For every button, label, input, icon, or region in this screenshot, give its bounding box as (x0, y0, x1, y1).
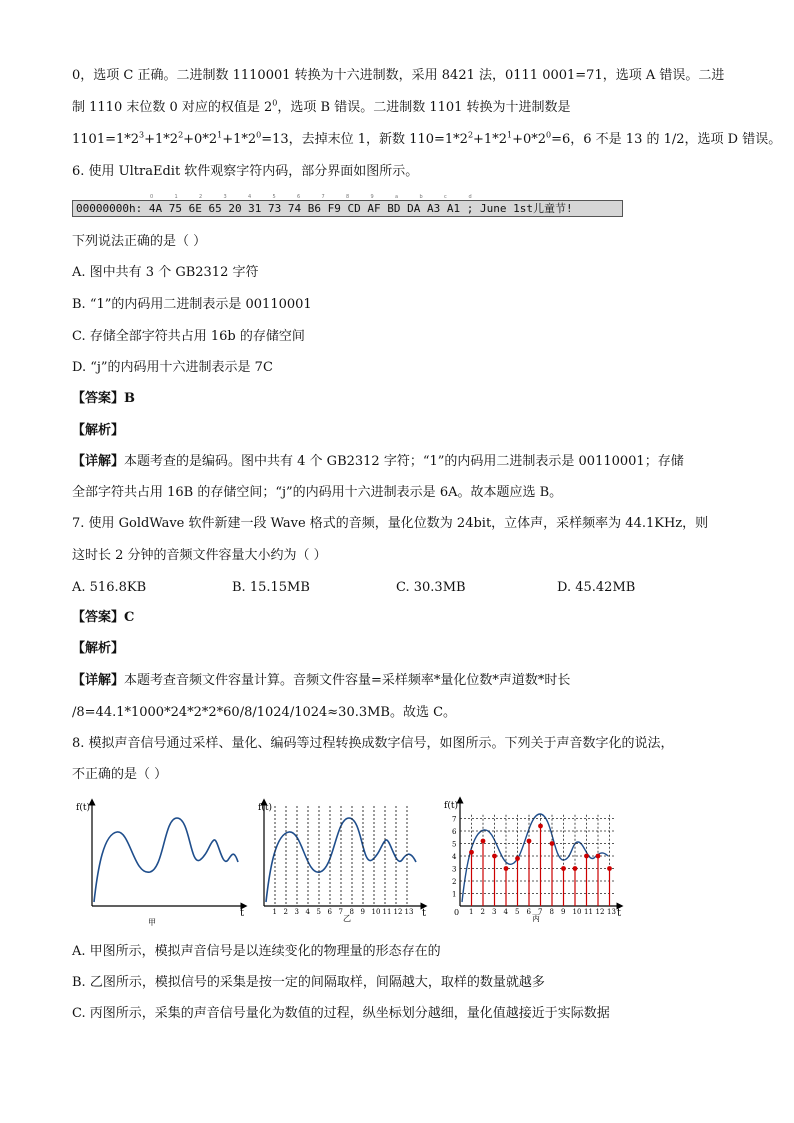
bing-sample-point (527, 839, 532, 844)
bing-x-tick: 9 (561, 908, 566, 916)
q8-stem-line-1: 8. 模拟声音信号通过采样、量化、编码等过程转换成数字信号，如图所示。下列关于声音数字化的说法， (72, 736, 674, 751)
bing-x-tick: 11 (584, 908, 593, 916)
bing-x-tick: 6 (526, 908, 531, 916)
q6-detail-line-2: 全部字符共占用 16B 的存储空间；“j”的内码用十六进制表示是 6A。故本题应选 B。 (72, 485, 563, 500)
ruler-tick: a (395, 194, 399, 200)
bing-caption: 丙 (532, 914, 540, 923)
q7-option-a: A. 516.8KB (72, 580, 147, 595)
para-line-2: 制 1110 末位数 0 对应的权值是 $2^0$，选项 B 错误。二进制数 1101 转换为十进制数是 (72, 98, 571, 115)
ruler-tick: 4 (248, 194, 252, 200)
bing-x-label: t (617, 908, 622, 919)
ruler-tick: 8 (346, 194, 350, 200)
bing-sample-point (515, 856, 520, 861)
jia-y-label: f(t) (76, 803, 90, 813)
jia-caption: 甲 (148, 918, 156, 927)
bing-sample-point (469, 850, 474, 855)
q7-option-b: B. 15.15MB (232, 580, 310, 595)
q6-prompt: 下列说法正确的是（ ） (72, 234, 207, 249)
yi-x-tick: 2 (283, 908, 288, 916)
q6-analysis-heading: 【解析】 (72, 423, 125, 438)
figure-jia (76, 802, 244, 927)
q8-stem-line-2: 不正确的是（ ） (72, 767, 168, 782)
bing-sample-point (481, 839, 486, 844)
yi-x-tick: 12 (393, 908, 403, 916)
yi-x-tick: 13 (404, 908, 414, 916)
bing-x-tick: 8 (549, 908, 554, 916)
bing-x-tick: 7 (538, 908, 543, 916)
q6-stem: 6. 使用 UltraEdit 软件观察字符内码，部分界面如图所示。 (72, 164, 419, 179)
bing-y-label: f(t) (444, 801, 458, 811)
ruler-tick: 6 (297, 194, 301, 200)
q7-option-c: C. 30.3MB (396, 580, 466, 595)
ultraedit-hex-row: 00000000h: 4A 75 6E 65 20 31 73 74 B6 F9 CD AF BD DA A3 A1 ; June 1st儿童节! (72, 200, 623, 217)
bing-x-tick: 2 (480, 908, 485, 916)
ruler-tick: 5 (272, 194, 276, 200)
q7-detail-line-2: /8=44.1*1000*24*2*2*60/8/1024/1024≈30.3MB。故选 C。 (72, 705, 457, 720)
bing-y-tick: 4 (452, 853, 457, 861)
q6-detail-line-1: 【详解】本题考查的是编码。图中共有 4 个 GB2312 字符；“1”的内码用二进制表示是 00110001；存储 (72, 454, 684, 469)
ruler-tick: 3 (223, 194, 227, 200)
sound-digitization-figures (72, 796, 632, 931)
yi-x-tick: 6 (327, 908, 332, 916)
jia-analog-curve (94, 818, 238, 902)
q7-stem-line-1: 7. 使用 GoldWave 软件新建一段 Wave 格式的音频，量化位数为 24bit，立体声，采样频率为 44.1KHz，则 (72, 516, 709, 531)
yi-x-label: t (422, 908, 427, 919)
yi-caption: 乙 (343, 914, 351, 923)
bing-sample-point (538, 824, 543, 829)
bing-y-tick: 5 (452, 840, 457, 849)
ruler-tick: 2 (199, 194, 203, 200)
para-line-1: 0，选项 C 正确。二进制数 1110001 转换为十六进制数，采用 8421 法，0111 0001=71，选项 A 错误。二进 (72, 68, 725, 83)
yi-y-label: f(t) (258, 803, 272, 813)
ruler-tick: 7 (321, 194, 325, 200)
yi-x-tick: 8 (349, 908, 354, 916)
q7-answer: 【答案】C (72, 610, 135, 625)
q7-detail-line-1: 【详解】本题考查音频文件容量计算。音频文件容量=采样频率*量化位数*声道数*时长 (72, 673, 571, 688)
q6-option-b: B. “1”的内码用二进制表示是 00110001 (72, 297, 312, 312)
bing-x-tick: 4 (503, 908, 508, 916)
figure-yi (258, 802, 426, 923)
bing-sample-point (584, 854, 589, 859)
jia-x-label: t (240, 908, 245, 919)
ruler-tick: b (419, 194, 423, 200)
ruler-tick: d (468, 194, 472, 200)
yi-x-tick: 4 (305, 908, 310, 916)
q7-stem-line-2: 这时长 2 分钟的音频文件容量大小约为（ ） (72, 548, 327, 563)
yi-x-tick: 5 (316, 908, 321, 916)
bing-y-tick: 3 (452, 865, 457, 874)
bing-x-tick: 10 (572, 908, 582, 916)
q8-option-a: A. 甲图所示，模拟声音信号是以连续变化的物理量的形态存在的 (72, 944, 441, 959)
ruler-tick: 1 (174, 194, 178, 200)
figures-svg (72, 796, 632, 931)
bing-sample-point (550, 841, 555, 846)
ruler-tick: 0 (150, 194, 154, 200)
bing-x-tick: 13 (607, 908, 616, 916)
yi-x-tick: 7 (338, 908, 343, 916)
bing-x-tick: 12 (595, 908, 605, 916)
q8-option-b: B. 乙图所示，模拟信号的采集是按一定的间隔取样，间隔越大，取样的数量就越多 (72, 975, 545, 990)
q6-answer: 【答案】B (72, 391, 135, 406)
q6-option-a: A. 图中共有 3 个 GB2312 字符 (72, 265, 259, 280)
ruler-tick: 9 (370, 194, 374, 200)
bing-x-tick: 5 (515, 908, 520, 916)
bing-y-tick: 7 (452, 815, 457, 824)
ruler-tick: c (444, 194, 447, 200)
bing-y-tick: 6 (452, 828, 457, 836)
bing-sample-point (561, 866, 566, 871)
q7-option-d: D. 45.42MB (557, 580, 636, 595)
yi-x-tick: 11 (382, 908, 392, 916)
bing-x-tick: 3 (492, 908, 497, 916)
figure-bing (444, 800, 621, 923)
bing-y-tick: 1 (452, 890, 457, 899)
bing-sample-point (607, 866, 612, 871)
bing-sample-point (504, 866, 509, 871)
bing-y-tick: 2 (452, 878, 457, 886)
para-line-3: $1101=1*2^3+1*2^2+0*2^1+1*2^0=13$，去掉末位 1，新数 $110=1*2^2+1*2^1+0*2^0=6$，6 不是 13 的 1/2，选项 D 错误。 (72, 130, 782, 147)
yi-x-tick: 3 (294, 908, 299, 916)
yi-x-tick: 1 (272, 908, 277, 916)
bing-x-tick: 1 (469, 908, 474, 916)
bing-sample-point (492, 854, 497, 859)
yi-x-tick: 10 (371, 908, 381, 916)
q6-option-d: D. “j”的内码用十六进制表示是 7C (72, 360, 273, 375)
q8-option-c: C. 丙图所示，采集的声音信号量化为数值的过程，纵坐标划分越细，量化值越接近于实际数据 (72, 1006, 610, 1021)
bing-origin: 0 (454, 908, 460, 917)
yi-x-tick: 9 (360, 908, 365, 916)
q6-option-c: C. 存储全部字符共占用 16b 的存储空间 (72, 329, 305, 344)
q7-analysis-heading: 【解析】 (72, 641, 125, 656)
bing-sample-point (596, 854, 601, 859)
bing-sample-point (573, 866, 578, 871)
